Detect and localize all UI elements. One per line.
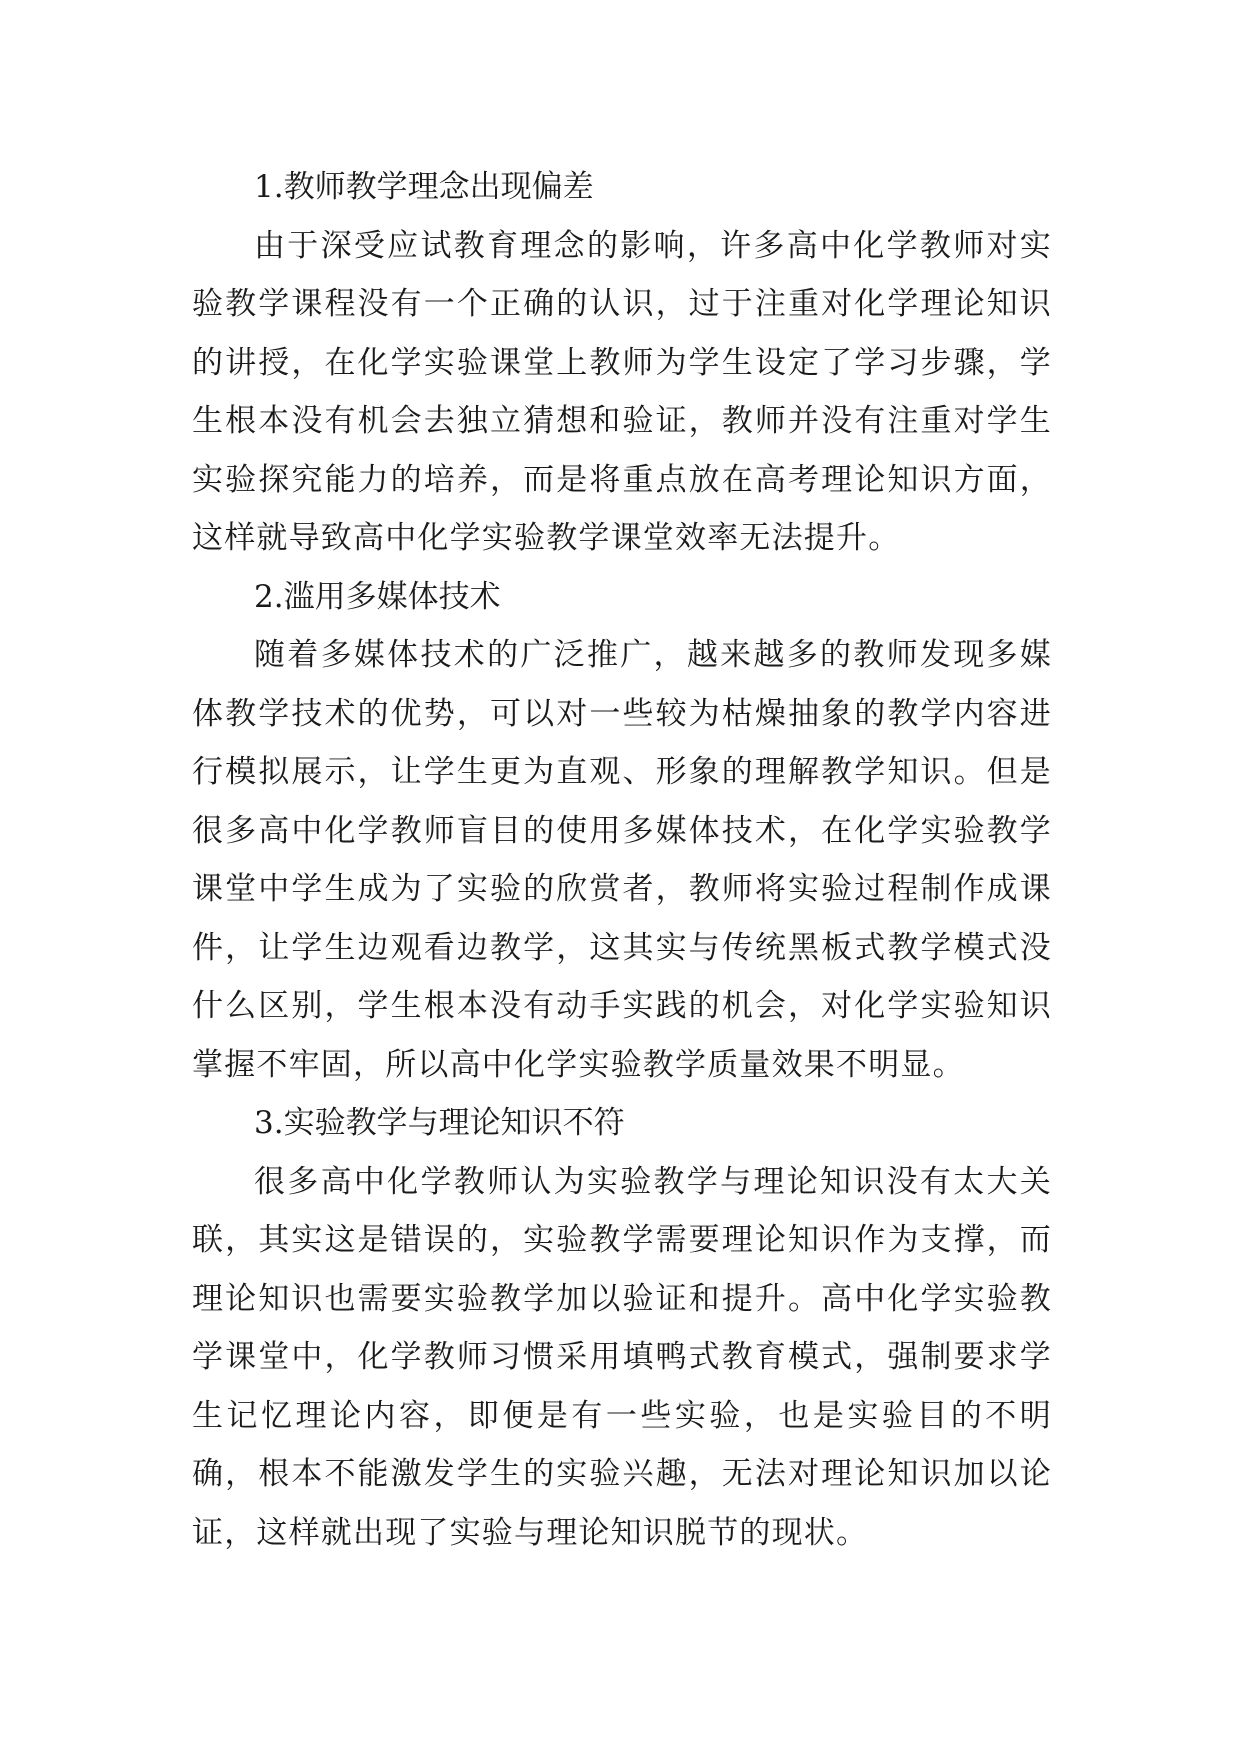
section-heading-3: 3.实验教学与理论知识不符 xyxy=(254,1105,625,1141)
section-heading-2: 2.滥用多媒体技术 xyxy=(254,578,501,615)
section-paragraph-2: 随着多媒体技术的广泛推广，越来越多的教师发现多媒体教学技术的优势，可以对一些较为枯燥抽象的教学内容进行模拟展示，让学生更为直观、形象的理解教学知识。但是很多高中化学教师盲目的使用多媒体技术，在化学实验教学课堂中学生成为了实验的欣赏者，教师将实验过程制作成课件，让学生边观看边教学，这其实与传统黑板式教学模式没什么区别，学生根本没有动手实践的机会，对化学实验知识掌握不牢固，所以高中化学实验教学质量效果不明显。 xyxy=(192,637,1052,1083)
section-paragraph-3: 很多高中化学教师认为实验教学与理论知识没有太大关联，其实这是错误的，实验教学需要理论知识作为支撑，而理论知识也需要实验教学加以验证和提升。高中化学实验教学课堂中，化学教师习惯采用填鸭式教育模式，强制要求学生记忆理论内容，即便是有一些实验，也是实验目的不明确，根本不能激发学生的实验兴趣，无法对理论知识加以论证，这样就出现了实验与理论知识脱节的现状。 xyxy=(192,1163,1052,1551)
document-body xyxy=(192,158,1052,1562)
section-paragraph-1: 由于深受应试教育理念的影响，许多高中化学教师对实验教学课程没有一个正确的认识，过于注重对化学理论知识的讲授，在化学实验课堂上教师为学生设定了学习步骤，学生根本没有机会去独立猜想和验证，教师并没有注重对学生实验探究能力的培养，而是将重点放在高考理论知识方面，这样就导致高中化学实验教学课堂效率无法提升。 xyxy=(192,227,1052,556)
section-heading-1: 1.教师教学理念出现偏差 xyxy=(254,169,594,205)
